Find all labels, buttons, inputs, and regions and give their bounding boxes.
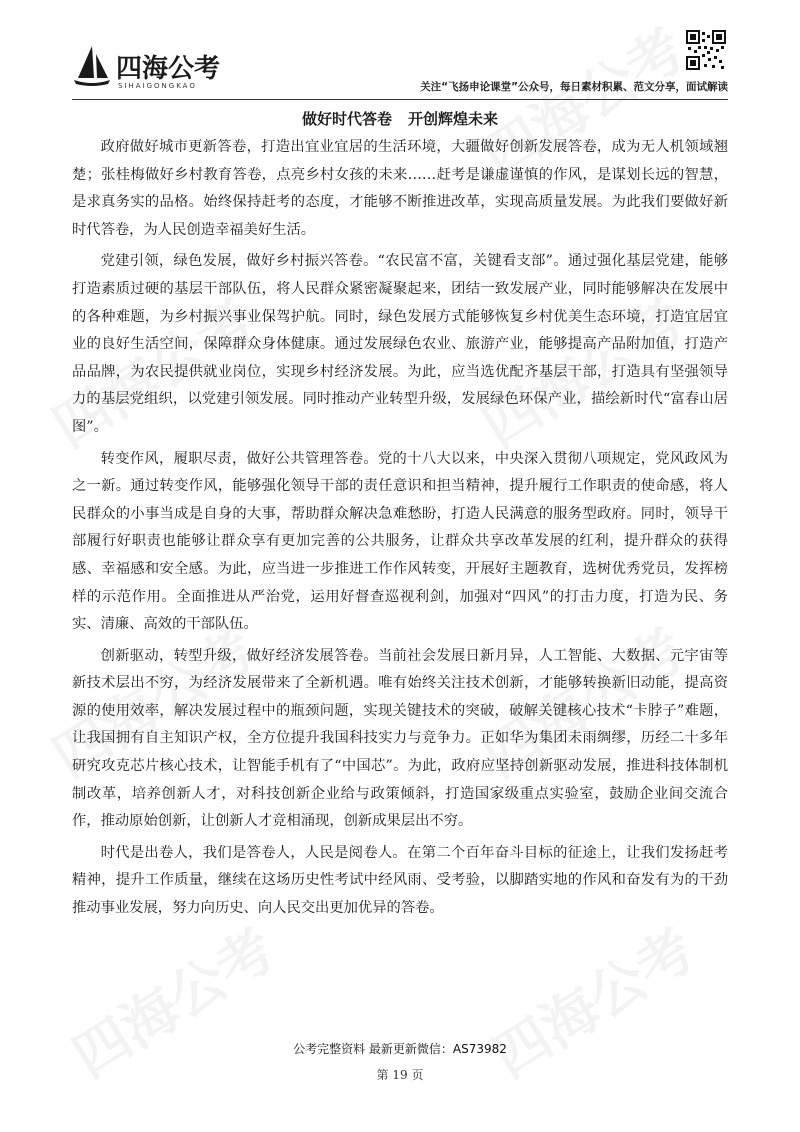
paragraph-intro: 政府做好城市更新答卷，打造出宜业宜居的生活环境，大疆做好创新发展答卷，成为无人机领域翘楚；张桂梅做好乡村教育答卷，点亮乡村女孩的未来……赶考是谦虚谨慎的作风，是谋划长远的智慧，是求真务实的品格。始终保持赶考的态度，才能够不断推进改革，实现高质量发展。为此我们要做好新时代答卷，为人民创造幸福美好生活。 (72, 139, 728, 238)
title-part-1: 做好时代答卷 (301, 110, 392, 128)
qr-code-icon (686, 30, 726, 70)
logo-subtext: SIHAIGONGKAO (118, 82, 197, 90)
brand-logo (72, 42, 272, 98)
title-part-2: 开创辉煌未来 (408, 110, 499, 128)
header-divider (72, 99, 728, 100)
paragraph-public-management: 转变作风，履职尽责，做好公共管理答卷。党的十八大以来，中央深入贯彻八项规定，党风政风为之一新。通过转变作风，能够强化领导干部的责任意识和担当精神，提升履行工作职责的使命感，将人民群众的小事当成是自身的大事，帮助群众解决急难愁盼，打造人民满意的服务型政府。同时，领导干部履行好职责也能够让群众享有更加完善的公共服务，让群众共享改革发展的红利，提升群众的获得感、幸福感和安全感。为此，应当进一步推进工作作风转变，开展好主题教育，选树优秀党员，发挥榜样的示范作用。全面推进从严治党，运用好督查巡视利剑，加强对“四风”的打击力度，打造为民、务实、清廉、高效的干部队伍。 (72, 450, 728, 633)
header-tagline: 关注“飞扬申论课堂”公众号，每日素材积累、范文分享，面试解读 (420, 81, 728, 93)
logo-text: 四海公考 (116, 54, 221, 84)
page-number: 第 19 页 (376, 1068, 424, 1082)
page-header (72, 30, 728, 98)
footer-contact-note: 公考完整资料 最新更新微信：AS73982 (293, 1042, 507, 1056)
sail-logo-icon (72, 42, 112, 86)
paragraph-rural-revitalization: 党建引领，绿色发展，做好乡村振兴答卷。“农民富不富，关键看支部”。通过强化基层党建，能够打造素质过硬的基层干部队伍，将人民群众紧密凝聚起来，团结一致发展产业，同时能够解决在发展中的各种难题，为乡村振兴事业保驾护航。同时，绿色发展方式能够恢复乡村优美生态环境，打造宜居宜业的良好生活空间，保障群众身体健康。通过发展绿色农业、旅游产业，能够提高产品附加值，打造产品品牌，为农民提供就业岗位，实现乡村经济发展。为此，应当选优配齐基层干部，打造具有坚强领导力的基层党组织，以党建引领发展。同时推动产业转型升级，发展绿色环保产业，描绘新时代“富春山居图”。 (72, 253, 728, 435)
page-title (72, 108, 728, 130)
paragraph-conclusion: 时代是出卷人，我们是答卷人，人民是阅卷人。在第二个百年奋斗目标的征途上，让我们发扬赶考精神，提升工作质量，继续在这场历史性考试中经风雨、受考验，以脚踏实地的作风和奋发有为的干劲推动事业发展，努力向历史、向人民交出更加优异的答卷。 (72, 844, 728, 917)
article-body (72, 108, 728, 927)
paragraph-economic-development: 创新驱动，转型升级，做好经济发展答卷。当前社会发展日新月异，人工智能、大数据、元宇宙等新技术层出不穷，为经济发展带来了全新机遇。唯有始终关注技术创新，才能够转换新旧动能，提高资源的使用效率，解决发展过程中的瓶颈问题，实现关键技术的突破，破解关键核心技术“卡脖子”难题，让我国拥有自主知识产权，全方位提升我国科技实力与竞争力。正如华为集团未雨绸缪，历经二十多年研究攻克芯片核心技术，让智能手机有了“中国芯”。为此，政府应坚持创新驱动发展，推进科技体制机制改革，培养创新人才，对科技创新企业给与政策倾斜，打造国家级重点实验室，鼓励企业间交流合作，推动原始创新，让创新人才竞相涌现，创新成果层出不穷。 (72, 647, 728, 830)
